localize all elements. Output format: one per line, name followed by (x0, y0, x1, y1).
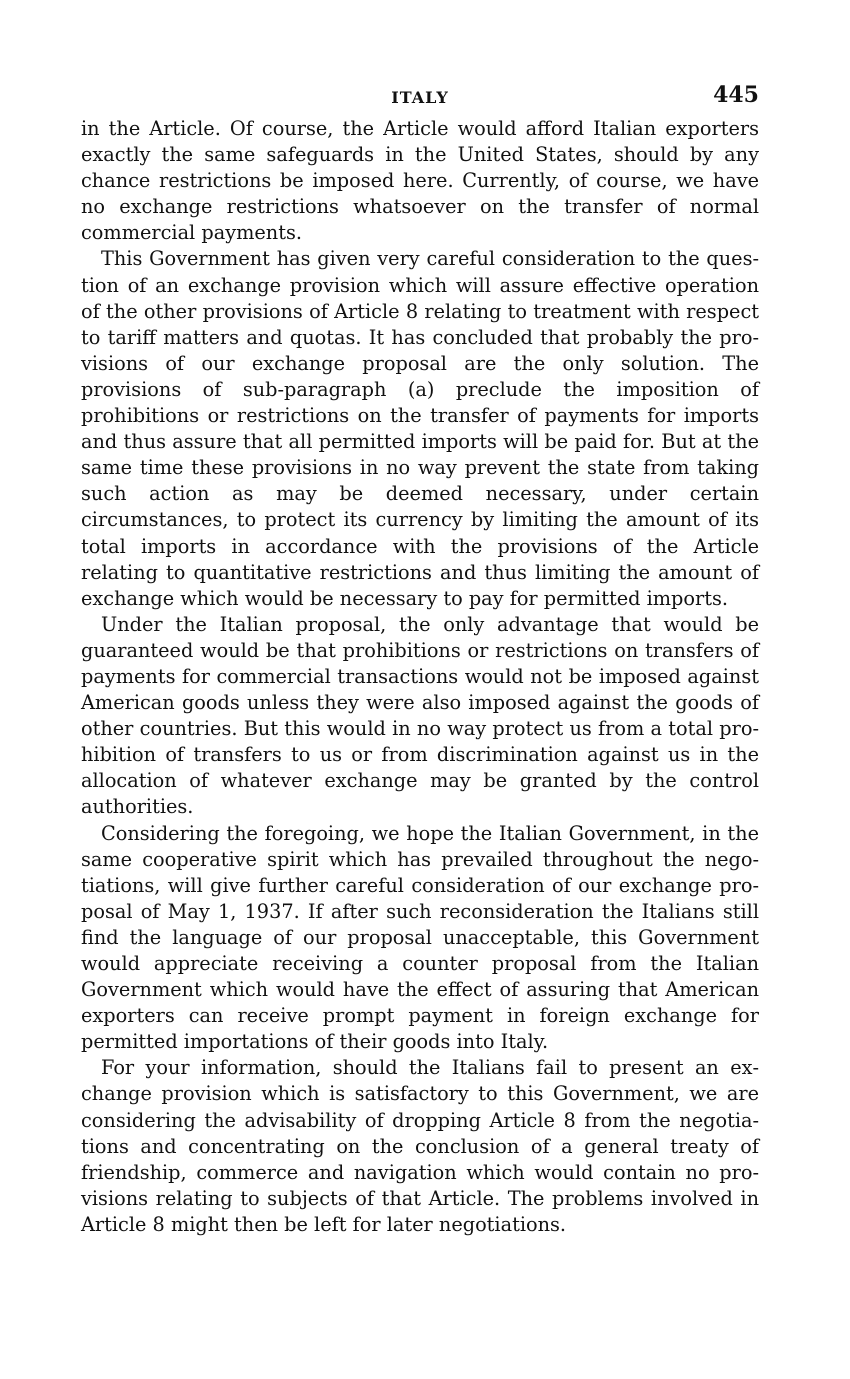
page-number: 445 (713, 82, 759, 108)
running-title: ITALY (391, 88, 449, 107)
paragraph-2: This Government has given very careful consideration to the question of an exchange provision which will assure effective operation of the other provisions of Article 8 relating to treatment with respect to tariff matters and quotas. It has concluded that probably the provisions of our exchange proposal are the only solution. The provisions of sub-paragraph (a) preclude the imposition of prohibitions or restrictions on the transfer of payments for imports and thus assure that all permitted imports will be paid for. But at the same time these provisions in no way prevent the state from taking such action as may be deemed necessary, under certain circumstances, to protect its currency by limiting the amount of its total imports in accordance with the provisions of the Article relating to quantitative restrictions and thus limiting the amount of exchange which would be necessary to pay for permitted imports. (81, 247, 759, 610)
paragraph-1: in the Article. Of course, the Article would afford Italian exporters exactly the same safeguards in the United States, should by any chance restrictions be imposed here. Currently, of course, we have no exchange restrictions whatsoever on the transfer of normal commercial payments. (81, 117, 759, 245)
running-header (81, 82, 759, 116)
paragraph-3: Under the Italian proposal, the only advantage that would be guaranteed would be that prohibitions or restrictions on transfers of payments for commercial transactions would not be imposed against American goods unless they were also imposed against the goods of other countries. But this would in no way protect us from a total prohibition of transfers to us or from discrimination against us in the allocation of whatever exchange may be granted by the control authorities. (81, 612, 759, 819)
paragraph-5: For your information, should the Italians fail to present an exchange provision which is satisfactory to this Government, we are considering the advisability of dropping Article 8 from the negotiations and concentrating on the conclusion of a general treaty of friendship, commerce and navigation which would contain no provisions relating to subjects of that Article. The problems involved in Article 8 might then be left for later negotiations. (81, 1056, 759, 1236)
paragraph-4: Considering the foregoing, we hope the Italian Government, in the same cooperative spirit which has prevailed throughout the negotiations, will give further careful consideration of our exchange proposal of May 1, 1937. If after such reconsideration the Italians still find the language of our proposal unacceptable, this Government would appreciate receiving a counter proposal from the Italian Government which would have the effect of assuring that American exporters can receive prompt payment in foreign exchange for permitted importations of their goods into Italy. (81, 821, 759, 1054)
document-page (81, 82, 759, 1238)
